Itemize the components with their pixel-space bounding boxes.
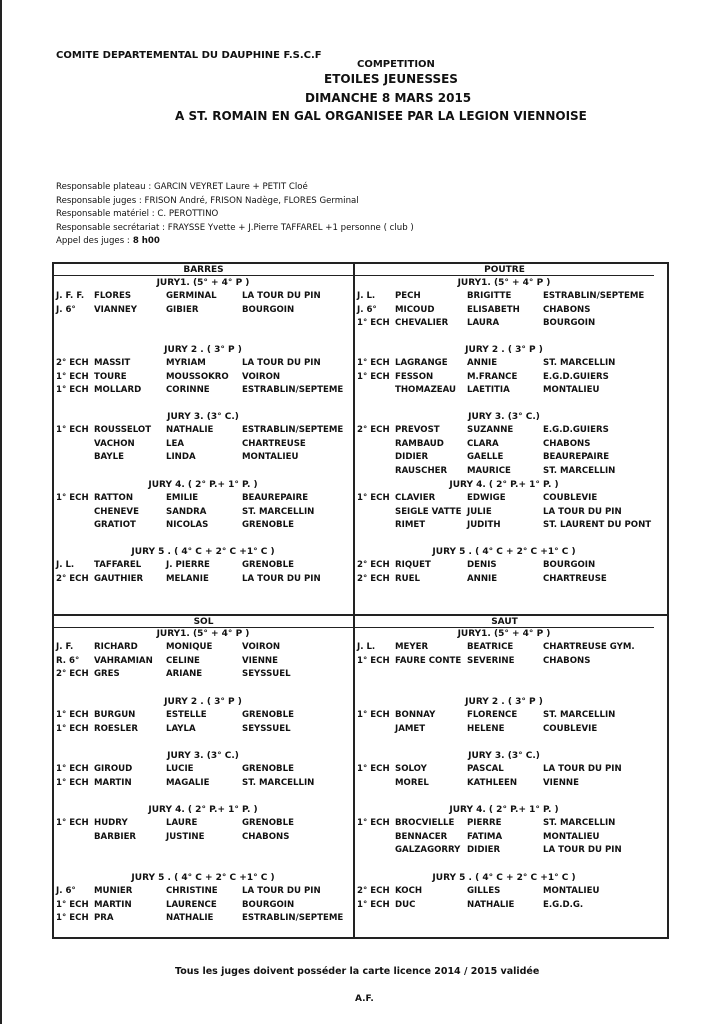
judge-row bbox=[54, 764, 352, 777]
judge-row bbox=[355, 358, 653, 371]
judge-surname: DIDIER bbox=[395, 452, 429, 462]
judge-row bbox=[54, 913, 352, 926]
judge-level: 1° ECH bbox=[357, 371, 390, 382]
judge-firstname: MONIQUE bbox=[166, 642, 213, 652]
judge-club: BOURGOIN bbox=[242, 304, 295, 315]
judge-surname: TAFFAREL bbox=[94, 560, 142, 570]
judge-surname: FLORES bbox=[94, 291, 132, 301]
judge-surname: BONNAY bbox=[395, 710, 436, 720]
judge-club: VIENNE bbox=[242, 655, 278, 666]
judge-row bbox=[355, 318, 653, 331]
judge-surname: MARTIN bbox=[94, 899, 132, 910]
appel-des-juges: Appel des juges : 8 h00 bbox=[56, 236, 160, 247]
judge-surname: GIROUD bbox=[94, 764, 133, 774]
judge-row bbox=[355, 305, 653, 318]
judge-firstname: KATHLEEN bbox=[467, 777, 518, 788]
judge-row bbox=[355, 764, 653, 777]
judge-row bbox=[54, 305, 352, 318]
event-date: DIMANCHE 8 MARS 2015 bbox=[305, 91, 472, 105]
judge-level: 1° ECH bbox=[56, 764, 89, 774]
judge-firstname: J. PIERRE bbox=[166, 560, 210, 570]
judge-club: MONTALIEU bbox=[543, 886, 600, 896]
judge-firstname: ANNIE bbox=[467, 358, 498, 368]
licence-note: Tous les juges doivent posséder la carte licence 2014 / 2015 validée bbox=[175, 966, 540, 977]
judge-firstname: M.FRANCE bbox=[467, 371, 518, 382]
jury-title: JURY 4. ( 2° P.+ 1° P. ) bbox=[449, 480, 559, 490]
judge-level: J. F. F. bbox=[56, 291, 85, 301]
judge-club: GRENOBLE bbox=[242, 818, 294, 828]
judge-firstname: JUSTINE bbox=[166, 831, 205, 842]
judge-firstname: ARIANE bbox=[166, 669, 203, 679]
judge-firstname: GERMINAL bbox=[166, 291, 217, 301]
apparatus-title-saut: SAUT bbox=[355, 616, 654, 628]
judge-club: BEAUREPAIRE bbox=[242, 493, 309, 503]
judge-club: CHARTREUSE bbox=[242, 438, 306, 449]
judge-surname: GAUTHIER bbox=[94, 573, 144, 584]
judge-level: 2° ECH bbox=[56, 358, 89, 368]
judge-row bbox=[54, 710, 352, 723]
judge-surname: SOLOY bbox=[395, 764, 427, 774]
judge-row bbox=[54, 439, 352, 452]
judge-row bbox=[54, 358, 352, 371]
judge-surname: GALZAGORRY bbox=[395, 845, 461, 855]
judge-surname: CLAVIER bbox=[395, 493, 436, 503]
judge-firstname: MYRIAM bbox=[166, 358, 206, 368]
judge-row bbox=[355, 493, 653, 506]
judge-row bbox=[355, 900, 653, 913]
judge-level: 1° ECH bbox=[56, 777, 89, 788]
judge-row bbox=[355, 452, 653, 465]
judge-row bbox=[355, 560, 653, 573]
judge-level: 1° ECH bbox=[56, 425, 89, 435]
judge-club: MONTALIEU bbox=[543, 831, 600, 842]
judge-firstname: NICOLAS bbox=[166, 520, 209, 530]
judge-firstname: FATIMA bbox=[467, 831, 503, 842]
judge-surname: MICOUD bbox=[395, 304, 435, 315]
judge-surname: VAHRAMIAN bbox=[94, 655, 153, 666]
event-place: A ST. ROMAIN EN GAL ORGANISEE PAR LA LEGION VIENNOISE bbox=[175, 109, 587, 123]
judge-surname: PREVOST bbox=[395, 425, 440, 435]
judge-level: 2° ECH bbox=[56, 573, 89, 584]
judge-firstname: MAGALIE bbox=[166, 777, 210, 788]
judge-firstname: LUCIE bbox=[166, 764, 194, 774]
judge-firstname: FLORENCE bbox=[467, 710, 518, 720]
judge-club: BOURGOIN bbox=[543, 560, 596, 570]
judge-row bbox=[355, 642, 653, 655]
judge-row bbox=[355, 778, 653, 791]
judge-surname: PECH bbox=[395, 291, 421, 301]
judge-firstname: MAURICE bbox=[467, 465, 511, 476]
judge-surname: MOLLARD bbox=[94, 385, 142, 395]
jury-title: JURY 5 . ( 4° C + 2° C +1° C ) bbox=[131, 873, 275, 883]
judge-club: MONTALIEU bbox=[242, 452, 299, 462]
judge-level: J. 6° bbox=[357, 304, 377, 315]
judge-firstname: NATHALIE bbox=[166, 425, 214, 435]
judge-surname: LAGRANGE bbox=[395, 358, 448, 368]
judge-club: LA TOUR DU PIN bbox=[543, 845, 622, 855]
jury-title: JURY1. (5° + 4° P ) bbox=[457, 629, 551, 639]
jury-title: JURY 2 . ( 3° P ) bbox=[164, 697, 242, 707]
judge-firstname: CHRISTINE bbox=[166, 886, 218, 896]
judge-level: 1° ECH bbox=[56, 913, 89, 923]
judge-firstname: GAELLE bbox=[467, 452, 504, 462]
judge-club: VIENNE bbox=[543, 777, 579, 788]
judge-club: CHABONS bbox=[543, 304, 591, 315]
judge-row bbox=[355, 845, 653, 858]
judge-surname: MEYER bbox=[395, 642, 429, 652]
judge-firstname: LAURENCE bbox=[166, 899, 217, 910]
judge-row bbox=[355, 385, 653, 398]
responsable-plateau: Responsable plateau : GARCIN VEYRET Laure + PETIT Cloé bbox=[56, 182, 308, 192]
jury-title: JURY 4. ( 2° P.+ 1° P. ) bbox=[148, 480, 258, 490]
judge-level: 1° ECH bbox=[56, 818, 89, 828]
judge-club: LA TOUR DU PIN bbox=[543, 764, 622, 774]
judge-firstname: CORINNE bbox=[166, 385, 210, 395]
judge-firstname: GIBIER bbox=[166, 304, 199, 315]
judge-level: 1° ECH bbox=[56, 899, 89, 910]
judge-level: 2° ECH bbox=[357, 573, 390, 584]
judge-firstname: LAETITIA bbox=[467, 385, 510, 395]
judge-surname: VACHON bbox=[94, 438, 135, 449]
judge-firstname: BRIGITTE bbox=[467, 291, 512, 301]
judge-row bbox=[355, 656, 653, 669]
judge-club: LA TOUR DU PIN bbox=[242, 291, 321, 301]
responsable-juges: Responsable juges : FRISON André, FRISON Nadège, FLORES Germinal bbox=[56, 195, 359, 206]
judge-club: VOIRON bbox=[242, 371, 281, 382]
jury-title: JURY 5 . ( 4° C + 2° C +1° C ) bbox=[432, 547, 576, 557]
judge-firstname: CELINE bbox=[166, 655, 200, 666]
responsable-materiel: Responsable matériel : C. PEROTTINO bbox=[56, 209, 219, 220]
judge-firstname: NATHALIE bbox=[467, 899, 515, 910]
judge-firstname: CLARA bbox=[467, 438, 499, 449]
judge-row bbox=[54, 452, 352, 465]
judge-level: 2° ECH bbox=[56, 669, 89, 679]
judge-row bbox=[355, 886, 653, 899]
apparatus-title-sol: SOL bbox=[54, 616, 353, 628]
judge-level: 1° ECH bbox=[357, 655, 390, 666]
judge-row bbox=[54, 778, 352, 791]
judge-level: 2° ECH bbox=[357, 425, 390, 435]
judge-surname: THOMAZEAU bbox=[395, 385, 457, 395]
judge-surname: BENNACER bbox=[395, 831, 448, 842]
judge-surname: FESSON bbox=[395, 371, 434, 382]
judge-surname: RIMET bbox=[395, 520, 426, 530]
judge-club: ST. MARCELLIN bbox=[543, 710, 616, 720]
judge-level: 1° ECH bbox=[357, 358, 390, 368]
judge-surname: RIQUET bbox=[395, 560, 431, 570]
judge-club: CHABONS bbox=[242, 831, 290, 842]
judge-level: 2° ECH bbox=[357, 560, 390, 570]
judge-level: 1° ECH bbox=[357, 710, 390, 720]
judge-club: SEYSSUEL bbox=[242, 723, 291, 734]
judge-surname: GRES bbox=[94, 669, 120, 679]
judge-row bbox=[54, 425, 352, 438]
judge-row bbox=[54, 493, 352, 506]
judge-surname: KOCH bbox=[395, 886, 423, 896]
judge-row bbox=[355, 574, 653, 587]
judge-row bbox=[355, 710, 653, 723]
jury-title: JURY 2 . ( 3° P ) bbox=[465, 697, 543, 707]
judge-surname: GRATIOT bbox=[94, 520, 136, 530]
judge-level: 1° ECH bbox=[56, 493, 89, 503]
judge-club: COUBLEVIE bbox=[543, 723, 598, 734]
judge-row bbox=[54, 832, 352, 845]
jury-title: JURY1. (5° + 4° P ) bbox=[156, 629, 250, 639]
judge-club: GRENOBLE bbox=[242, 710, 294, 720]
judge-level: 2° ECH bbox=[357, 886, 390, 896]
event-title: ETOILES JEUNESSES bbox=[324, 72, 458, 86]
judge-row bbox=[54, 642, 352, 655]
judge-club: ST. MARCELLIN bbox=[543, 818, 616, 828]
judge-surname: BURGUN bbox=[94, 710, 136, 720]
judge-level: J. F. bbox=[56, 642, 74, 652]
judge-level: 1° ECH bbox=[56, 710, 89, 720]
judge-club: LA TOUR DU PIN bbox=[543, 506, 622, 517]
judge-club: VOIRON bbox=[242, 642, 281, 652]
judge-firstname: NATHALIE bbox=[166, 913, 214, 923]
judge-club: ST. MARCELLIN bbox=[543, 465, 616, 476]
jury-title: JURY 3. (3° C.) bbox=[167, 412, 239, 422]
judge-club: GRENOBLE bbox=[242, 520, 294, 530]
judge-surname: CHENEVE bbox=[94, 506, 139, 517]
judge-row bbox=[355, 507, 653, 520]
judge-surname: ROUSSELOT bbox=[94, 425, 152, 435]
judge-firstname: SEVERINE bbox=[467, 655, 515, 666]
jury-title: JURY 2 . ( 3° P ) bbox=[164, 345, 242, 355]
judge-firstname: DIDIER bbox=[467, 845, 501, 855]
judge-firstname: EDWIGE bbox=[467, 493, 506, 503]
judge-firstname: LAURA bbox=[467, 318, 500, 328]
apparatus-title-barres: BARRES bbox=[54, 264, 353, 276]
judge-surname: MUNIER bbox=[94, 886, 133, 896]
judge-firstname: PIERRE bbox=[467, 818, 502, 828]
judge-row bbox=[54, 560, 352, 573]
judge-row bbox=[355, 439, 653, 452]
page-left-edge bbox=[0, 0, 2, 1024]
judge-firstname: ANNIE bbox=[467, 573, 498, 584]
judge-club: CHABONS bbox=[543, 438, 591, 449]
jury-title: JURY 4. ( 2° P.+ 1° P. ) bbox=[148, 805, 258, 815]
judge-level: R. 6° bbox=[56, 655, 80, 666]
judge-firstname: GILLES bbox=[467, 886, 501, 896]
judge-surname: DUC bbox=[395, 899, 416, 910]
judge-level: J. 6° bbox=[56, 886, 76, 896]
judge-level: J. L. bbox=[357, 642, 376, 652]
judge-club: SEYSSUEL bbox=[242, 669, 291, 679]
judge-level: 1° ECH bbox=[357, 764, 390, 774]
judge-club: ESTRABLIN/SEPTEME bbox=[242, 385, 344, 395]
judge-surname: PRA bbox=[94, 913, 114, 923]
judge-row bbox=[355, 520, 653, 533]
judge-club: ESTRABLIN/SEPTEME bbox=[543, 291, 645, 301]
judge-surname: ROESLER bbox=[94, 723, 138, 734]
judge-surname: MOREL bbox=[395, 777, 429, 788]
judge-row bbox=[54, 886, 352, 899]
judge-firstname: SANDRA bbox=[166, 506, 207, 517]
apparatus-title-poutre: POUTRE bbox=[355, 264, 654, 276]
jury-title: JURY1. (5° + 4° P ) bbox=[156, 278, 250, 288]
judge-firstname: LINDA bbox=[166, 452, 196, 462]
judge-surname: RAUSCHER bbox=[395, 465, 448, 476]
judge-row bbox=[54, 656, 352, 669]
judge-level: 1° ECH bbox=[357, 493, 390, 503]
jury-title: JURY 3. (3° C.) bbox=[167, 751, 239, 761]
judge-club: ST. MARCELLIN bbox=[543, 358, 616, 368]
judge-row bbox=[54, 507, 352, 520]
judge-row bbox=[355, 466, 653, 479]
judge-firstname: MELANIE bbox=[166, 573, 209, 584]
judges-table bbox=[52, 262, 669, 939]
judge-club: MONTALIEU bbox=[543, 385, 600, 395]
judge-club: GRENOBLE bbox=[242, 764, 294, 774]
judge-club: LA TOUR DU PIN bbox=[242, 886, 321, 896]
judge-surname: BROCVIELLE bbox=[395, 818, 455, 828]
judge-surname: JAMET bbox=[395, 723, 426, 734]
judge-club: E.G.D.GUIERS bbox=[543, 425, 609, 435]
judge-firstname: LEA bbox=[166, 438, 184, 449]
signature: A.F. bbox=[355, 994, 374, 1004]
judge-surname: SEIGLE VATTE bbox=[395, 506, 462, 517]
judge-firstname: ESTELLE bbox=[166, 710, 207, 720]
judge-level: 1° ECH bbox=[56, 385, 89, 395]
judge-row bbox=[355, 291, 653, 304]
judge-surname: BAYLE bbox=[94, 452, 124, 462]
judge-level: 1° ECH bbox=[357, 818, 390, 828]
judge-club: GRENOBLE bbox=[242, 560, 294, 570]
judge-club: BEAUREPAIRE bbox=[543, 452, 610, 462]
judge-surname: RUEL bbox=[395, 573, 420, 584]
judge-club: CHARTREUSE GYM. bbox=[543, 642, 635, 652]
judge-level: 1° ECH bbox=[56, 371, 89, 382]
judge-firstname: EMILIE bbox=[166, 493, 199, 503]
judge-club: COUBLEVIE bbox=[543, 493, 598, 503]
judge-club: ESTRABLIN/SEPTEME bbox=[242, 913, 344, 923]
jury-title: JURY 2 . ( 3° P ) bbox=[465, 345, 543, 355]
judge-surname: CHEVALIER bbox=[395, 318, 449, 328]
judge-firstname: BEATRICE bbox=[467, 642, 514, 652]
judge-firstname: DENIS bbox=[467, 560, 497, 570]
judge-surname: RAMBAUD bbox=[395, 438, 444, 449]
jury-title: JURY 3. (3° C.) bbox=[468, 751, 540, 761]
judge-club: BOURGOIN bbox=[242, 899, 295, 910]
judge-row bbox=[54, 574, 352, 587]
organization-title: COMITE DEPARTEMENTAL DU DAUPHINE F.S.C.F bbox=[56, 50, 322, 61]
judge-level: J. L. bbox=[56, 560, 75, 570]
judge-surname: RATTON bbox=[94, 493, 134, 503]
judge-surname: RICHARD bbox=[94, 642, 138, 652]
judge-club: E.G.D.GUIERS bbox=[543, 371, 609, 382]
jury-title: JURY 3. (3° C.) bbox=[468, 412, 540, 422]
judge-level: 1° ECH bbox=[357, 318, 390, 328]
responsable-secretariat: Responsable secrétariat : FRAYSSE Yvette + J.Pierre TAFFAREL +1 personne ( club ) bbox=[56, 222, 414, 233]
judge-row bbox=[54, 900, 352, 913]
judge-level: J. L. bbox=[357, 291, 376, 301]
judge-firstname: LAYLA bbox=[166, 723, 196, 734]
judge-surname: MARTIN bbox=[94, 777, 132, 788]
judge-firstname: JUDITH bbox=[467, 520, 501, 530]
judge-club: BOURGOIN bbox=[543, 318, 596, 328]
judge-row bbox=[54, 669, 352, 682]
judge-club: ESTRABLIN/SEPTEME bbox=[242, 425, 344, 435]
judge-row bbox=[54, 385, 352, 398]
jury-title: JURY1. (5° + 4° P ) bbox=[457, 278, 551, 288]
judge-firstname: LAURE bbox=[166, 818, 198, 828]
judge-level: J. 6° bbox=[56, 304, 76, 315]
judge-firstname: MOUSSOKRO bbox=[166, 371, 229, 382]
judge-club: ST. LAURENT DU PONT bbox=[543, 520, 652, 530]
judge-row bbox=[54, 724, 352, 737]
judge-club: LA TOUR DU PIN bbox=[242, 573, 321, 584]
judge-level: 1° ECH bbox=[357, 899, 390, 910]
jury-title: JURY 5 . ( 4° C + 2° C +1° C ) bbox=[432, 873, 576, 883]
jury-title: JURY 5 . ( 4° C + 2° C +1° C ) bbox=[131, 547, 275, 557]
judge-row bbox=[54, 520, 352, 533]
judge-club: CHABONS bbox=[543, 655, 591, 666]
judge-firstname: JULIE bbox=[467, 506, 492, 517]
judge-surname: VIANNEY bbox=[94, 304, 137, 315]
judge-surname: TOURE bbox=[94, 371, 127, 382]
judge-surname: MASSIT bbox=[94, 358, 131, 368]
jury-title: JURY 4. ( 2° P.+ 1° P. ) bbox=[449, 805, 559, 815]
judge-row bbox=[355, 724, 653, 737]
judge-row bbox=[54, 291, 352, 304]
judge-row bbox=[54, 818, 352, 831]
judge-row bbox=[355, 832, 653, 845]
judge-row bbox=[355, 425, 653, 438]
judge-surname: HUDRY bbox=[94, 818, 128, 828]
judge-club: ST. MARCELLIN bbox=[242, 506, 315, 517]
judge-row bbox=[355, 372, 653, 385]
competition-label: COMPETITION bbox=[357, 59, 435, 70]
judge-row bbox=[54, 372, 352, 385]
judge-surname: FAURE CONTE bbox=[395, 655, 462, 666]
judge-firstname: SUZANNE bbox=[467, 425, 514, 435]
judge-level: 1° ECH bbox=[56, 723, 89, 734]
judge-row bbox=[355, 818, 653, 831]
responsables-block bbox=[56, 181, 414, 249]
judge-firstname: ELISABETH bbox=[467, 304, 520, 315]
judge-club: E.G.D.G. bbox=[543, 899, 584, 910]
judge-surname: BARBIER bbox=[94, 831, 137, 842]
judge-firstname: PASCAL bbox=[467, 764, 504, 774]
judge-firstname: HELENE bbox=[467, 723, 505, 734]
judge-club: LA TOUR DU PIN bbox=[242, 358, 321, 368]
judge-club: CHARTREUSE bbox=[543, 573, 607, 584]
judge-club: ST. MARCELLIN bbox=[242, 777, 315, 788]
